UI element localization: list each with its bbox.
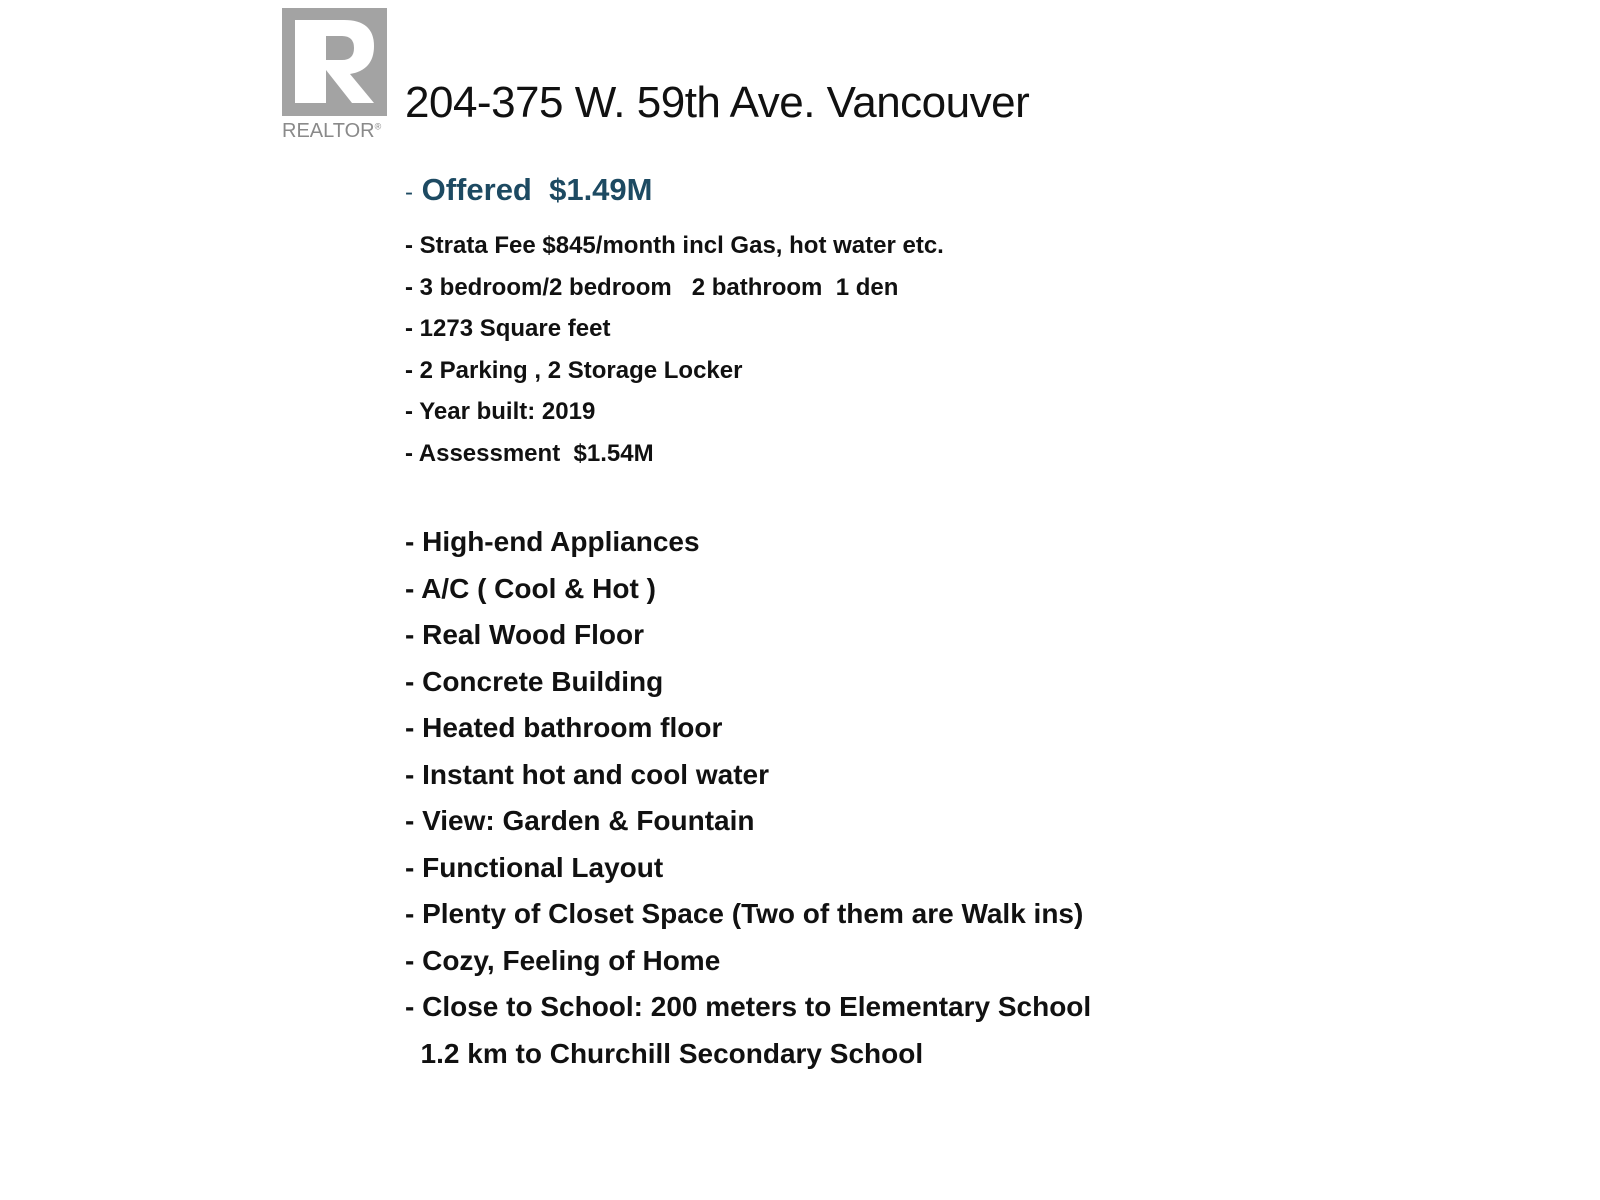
detail-item: - 1273 Square feet bbox=[405, 315, 611, 342]
feature-item: - Functional Layout bbox=[405, 851, 664, 883]
feature-item: 1.2 km to Churchill Secondary School bbox=[405, 1037, 924, 1069]
feature-item: - High-end Appliances bbox=[405, 526, 700, 557]
feature-item: - Instant hot and cool water bbox=[405, 758, 770, 790]
feature-item: - Heated bathroom floor bbox=[405, 712, 723, 743]
detail-item: - 2 Parking , 2 Storage Locker bbox=[405, 356, 743, 384]
offer-price bbox=[405, 172, 653, 208]
feature-item: - Plenty of Closet Space (Two of them are Walk ins) bbox=[405, 898, 1084, 929]
property-address-title: 204-375 W. 59th Ave. Vancouver bbox=[405, 78, 1030, 127]
realtor-r-mark bbox=[282, 8, 387, 116]
detail-item: - Assessment $1.54M bbox=[405, 439, 654, 467]
feature-item: - A/C ( Cool & Hot ) bbox=[405, 572, 656, 604]
feature-item: - Cozy, Feeling of Home bbox=[405, 944, 721, 976]
offer-text: Offered $1.49M bbox=[421, 172, 653, 207]
detail-item: - 3 bedroom/2 bedroom 2 bathroom 1 den bbox=[405, 273, 899, 301]
feature-item: - View: Garden & Fountain bbox=[405, 805, 755, 836]
realtor-wordmark: REALTOR® bbox=[282, 120, 382, 142]
feature-item: - Real Wood Floor bbox=[405, 619, 645, 650]
feature-item: - Close to School: 200 meters to Elementary School bbox=[405, 991, 1092, 1022]
feature-item: - Concrete Building bbox=[405, 665, 664, 697]
offer-dash: - bbox=[405, 179, 413, 206]
realtor-logo bbox=[282, 8, 388, 140]
detail-item: - Strata Fee $845/month incl Gas, hot water etc. bbox=[405, 232, 944, 259]
detail-item: - Year built: 2019 bbox=[405, 398, 596, 425]
